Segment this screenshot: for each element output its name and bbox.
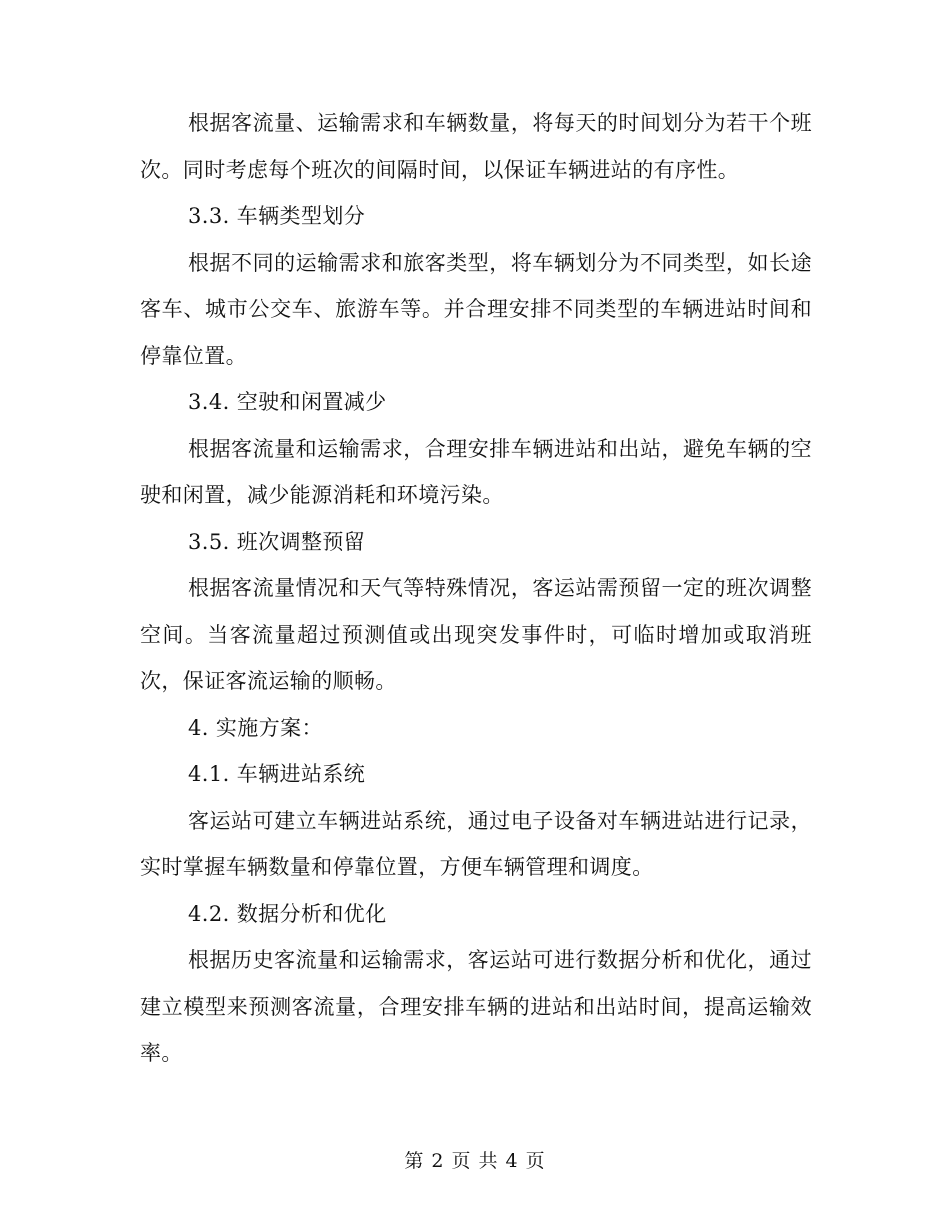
paragraph-shift-adjustment: 根据客流量情况和天气等特殊情况，客运站需预留一定的班次调整空间。当客流量超过预测值或出现突发事件时，可临时增加或取消班次，保证客流运输的顺畅。 — [140, 576, 812, 693]
section-heading-3-4: 3.4. 空驶和闲置减少 — [188, 390, 387, 414]
section-heading-3-3: 3.3. 车辆类型划分 — [188, 204, 366, 228]
paragraph-reduce-idle: 根据客流量和运输需求，合理安排车辆进站和出站，避免车辆的空驶和闲置，减少能源消耗和环境污染。 — [140, 436, 812, 507]
paragraph-entry-system: 客运站可建立车辆进站系统，通过电子设备对车辆进站进行记录，实时掌握车辆数量和停靠位置，方便车辆管理和调度。 — [140, 808, 812, 879]
paragraph-vehicle-types: 根据不同的运输需求和旅客类型，将车辆划分为不同类型，如长途客车、城市公交车、旅游车等。并合理安排不同类型的车辆进站时间和停靠位置。 — [140, 250, 812, 368]
page-number-footer: 第 2 页 共 4 页 — [404, 1150, 546, 1172]
section-heading-4-1: 4.1. 车辆进站系统 — [188, 762, 366, 786]
paragraph-data-analysis: 根据历史客流量和运输需求，客运站可进行数据分析和优化，通过建立模型来预测客流量，合理安排车辆的进站和出站时间，提高运输效率。 — [140, 948, 812, 1065]
paragraph-scheduling-shifts: 根据客流量、运输需求和车辆数量，将每天的时间划分为若干个班次。同时考虑每个班次的间隔时间，以保证车辆进站的有序性。 — [140, 111, 812, 182]
section-heading-3-5: 3.5. 班次调整预留 — [188, 529, 366, 554]
section-heading-4-2: 4.2. 数据分析和优化 — [188, 901, 387, 926]
section-heading-4: 4. 实施方案： — [188, 715, 323, 740]
document-body — [140, 100, 812, 1077]
